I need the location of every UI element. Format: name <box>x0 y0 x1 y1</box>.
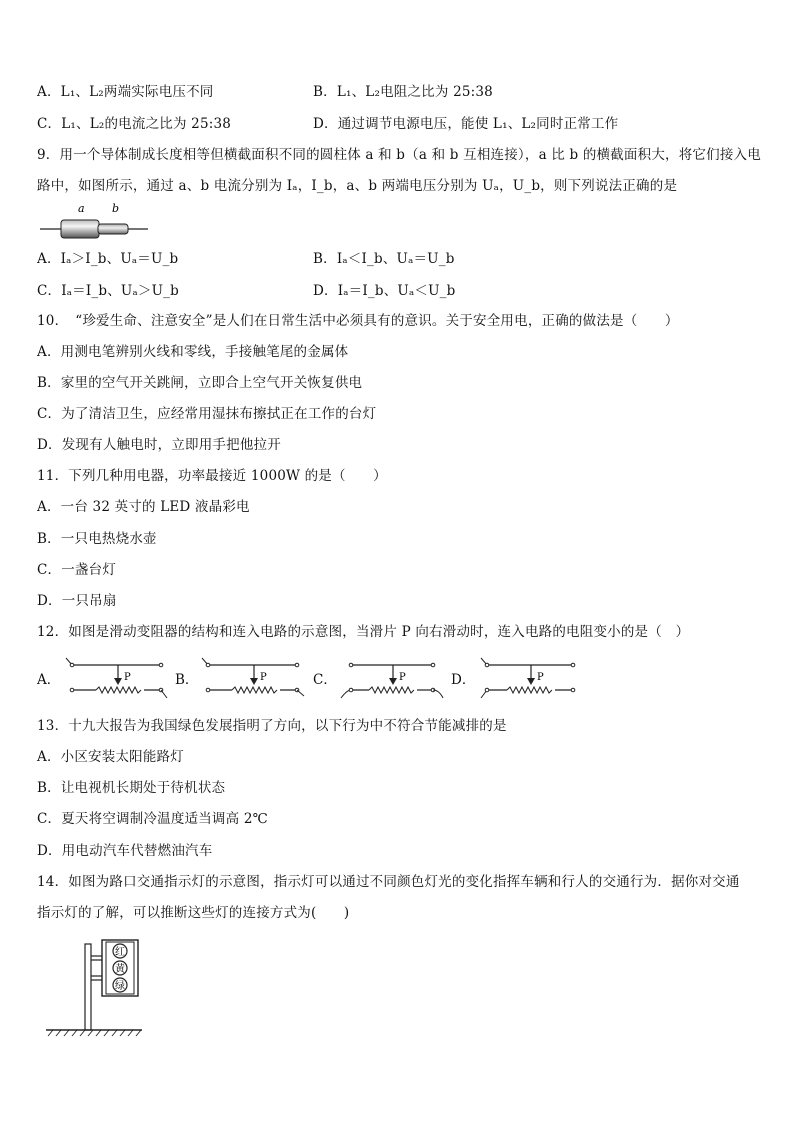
q12-a-p-label: P <box>124 672 131 683</box>
q12-c-p-label: P <box>399 672 406 683</box>
q14-stem-line1: 14．如图为路口交通指示灯的示意图，指示灯可以通过不同颜色灯光的变化指挥车辆和行人的交通行为．据你对交通 <box>37 874 740 890</box>
q12-option-d-label: D． <box>451 672 476 688</box>
q13-option-d: D．用电动汽车代替燃油汽车 <box>37 843 213 859</box>
q11-option-d: D．一只吊扇 <box>37 593 117 609</box>
q13-option-c: C．夏天将空调制冷温度适当调高 2℃ <box>37 811 268 827</box>
q14-traffic-light-figure <box>40 938 150 1040</box>
q12-rheostat-c <box>339 656 445 700</box>
q11-option-b: B．一只电热烧水壶 <box>37 531 157 547</box>
light-yellow-label: 黄 <box>115 964 125 975</box>
q9-stem-line1: 9．用一个导体制成长度相等但横截面积不同的圆柱体 a 和 b（a 和 b 互相连接），a 比 b 的横截面积大，将它们接入电 <box>37 147 761 163</box>
q12-rheostat-d <box>477 656 583 700</box>
q11-stem: 11．下列几种用电器，功率最接近 1000W 的是（ ） <box>37 468 387 484</box>
q8-option-b: B．L₁、L₂电阻之比为 25:38 <box>313 84 493 100</box>
q12-option-c-label: C． <box>313 672 337 688</box>
q12-b-p-label: P <box>260 672 267 683</box>
q12-option-b-label: B． <box>175 672 199 688</box>
q10-option-d: D．发现有人触电时，立即用手把他拉开 <box>37 437 281 453</box>
q9-conductor-figure <box>40 202 150 242</box>
q9-fig-label-b: b <box>112 202 120 215</box>
q9-stem-line2: 路中，如图所示，通过 a、b 电流分别为 Iₐ，I_b，a、b 两端电压分别为 Uₐ，U_b，则下列说法正确的是 <box>37 178 678 194</box>
q12-option-a-label: A． <box>37 672 61 688</box>
q10-option-b: B．家里的空气开关跳闸，立即合上空气开关恢复供电 <box>37 375 363 391</box>
q13-option-a: A．小区安装太阳能路灯 <box>37 749 184 765</box>
q12-stem: 12．如图是滑动变阻器的结构和连入电路的示意图，当滑片 P 向右滑动时，连入电路的电阻变小的是（ ） <box>37 624 690 640</box>
q10-option-a: A．用测电笔辨别火线和零线，手接触笔尾的金属体 <box>37 344 349 360</box>
q13-option-b: B．让电视机长期处于待机状态 <box>37 780 226 796</box>
q12-rheostat-b <box>200 656 306 700</box>
q9-option-a: A．Iₐ＞I_b、Uₐ＝U_b <box>37 251 179 267</box>
q9-option-b: B．Iₐ＜I_b、Uₐ＝U_b <box>313 251 455 267</box>
q9-option-c: C．Iₐ＝I_b、Uₐ＞U_b <box>37 283 179 299</box>
q12-d-p-label: P <box>537 672 544 683</box>
q11-option-c: C．一盏台灯 <box>37 562 117 578</box>
q8-option-c: C．L₁、L₂的电流之比为 25:38 <box>37 116 232 132</box>
q10-option-c: C．为了清洁卫生，应经常用湿抹布擦拭正在工作的台灯 <box>37 406 377 422</box>
q8-option-d: D．通过调节电源电压，能使 L₁、L₂同时正常工作 <box>313 116 619 132</box>
q8-option-a: A．L₁、L₂两端实际电压不同 <box>37 84 214 100</box>
q9-fig-label-a: a <box>78 202 85 215</box>
q12-rheostat-a <box>64 656 170 700</box>
q10-stem: 10． “珍爱生命、注意安全”是人们在日常生活中必须具有的意识。关于安全用电，正确的做法是（ ） <box>37 313 679 329</box>
light-red-label: 红 <box>115 947 125 958</box>
light-green-label: 绿 <box>115 981 125 992</box>
q14-stem-line2: 指示灯的了解，可以推断这些灯的连接方式为( ) <box>37 905 350 921</box>
q13-stem: 13．十九大报告为我国绿色发展指明了方向，以下行为中不符合节能减排的是 <box>37 718 507 734</box>
q11-option-a: A．一台 32 英寸的 LED 液晶彩电 <box>37 499 250 515</box>
q9-option-d: D．Iₐ＝I_b、Uₐ＜U_b <box>313 283 456 299</box>
